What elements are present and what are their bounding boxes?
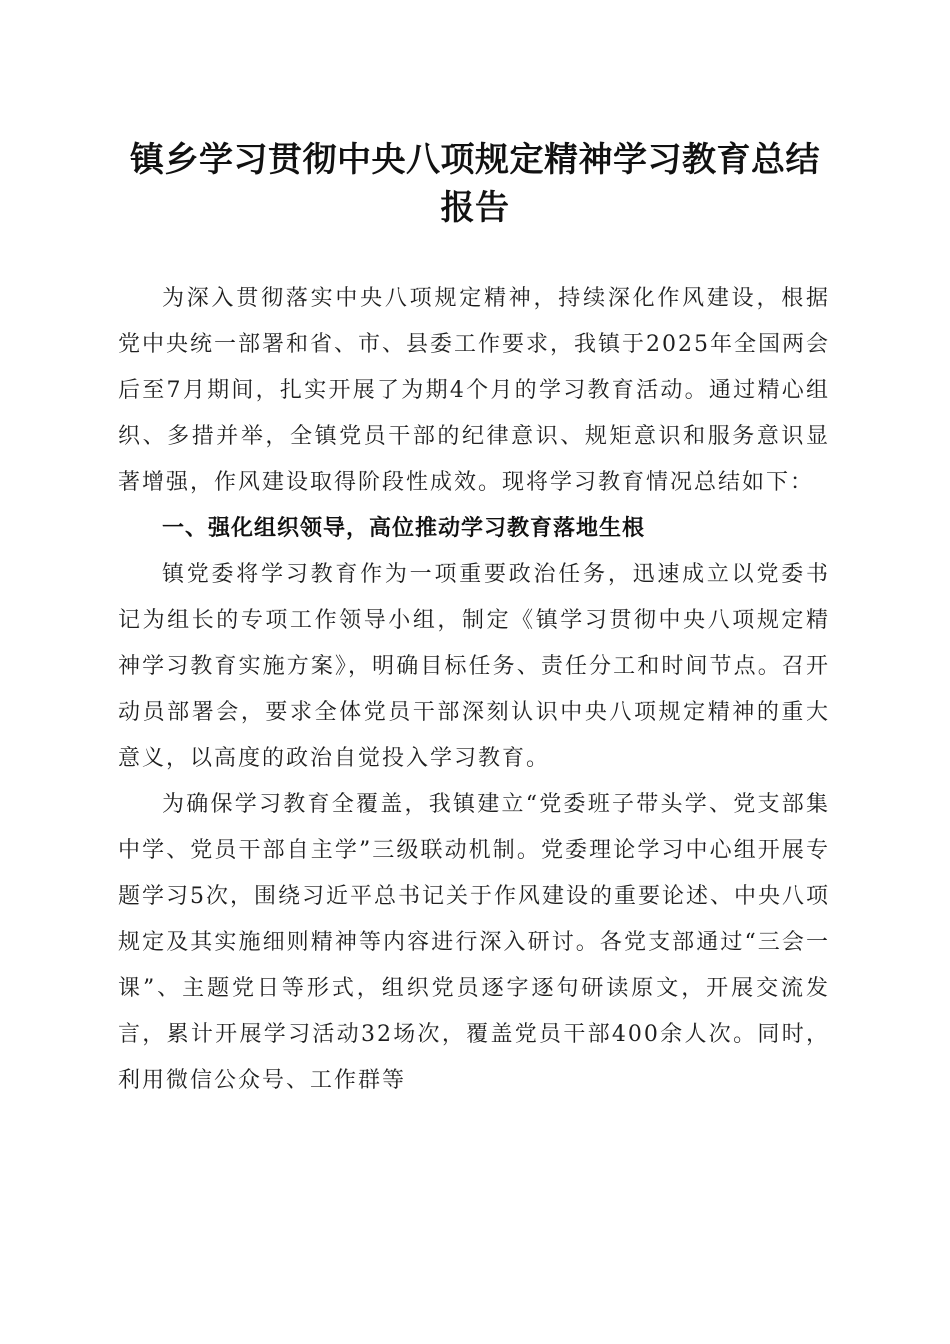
title-line-2: 报告 (440, 188, 510, 228)
section-1-paragraph-1: 镇党委将学习教育作为一项重要政治任务，迅速成立以党委书记为组长的专项工作领导小组，制定《镇学习贯彻中央八项规定精神学习教育实施方案》，明确目标任务、责任分工和时间节点。召开动员部署会，要求全体党员干部深刻认识中央八项规定精神的重大意义，以高度的政治自觉投入学习教育。 (118, 562, 830, 771)
document-title (110, 136, 840, 232)
title-line-1: 镇乡学习贯彻中央八项规定精神学习教育总结 (130, 140, 820, 180)
document-body (118, 276, 830, 1104)
section-heading-1: 一、强化组织领导，高位推动学习教育落地生根 (162, 516, 646, 541)
intro-paragraph: 为深入贯彻落实中央八项规定精神，持续深化作风建设，根据党中央统一部署和省、市、县委工作要求，我镇于2025年全国两会后至7月期间，扎实开展了为期4个月的学习教育活动。通过精心组织、多措并举，全镇党员干部的纪律意识、规矩意识和服务意识显著增强，作风建设取得阶段性成效。现将学习教育情况总结如下： (118, 286, 830, 495)
section-1-paragraph-2: 为确保学习教育全覆盖，我镇建立“党委班子带头学、党支部集中学、党员干部自主学”三级联动机制。党委理论学习中心组开展专题学习5次，围绕习近平总书记关于作风建设的重要论述、中央八项规定及其实施细则精神等内容进行深入研讨。各党支部通过“三会一课”、主题党日等形式，组织党员逐字逐句研读原文，开展交流发言，累计开展学习活动32场次，覆盖党员干部400余人次。同时，利用微信公众号、工作群等 (118, 792, 830, 1093)
